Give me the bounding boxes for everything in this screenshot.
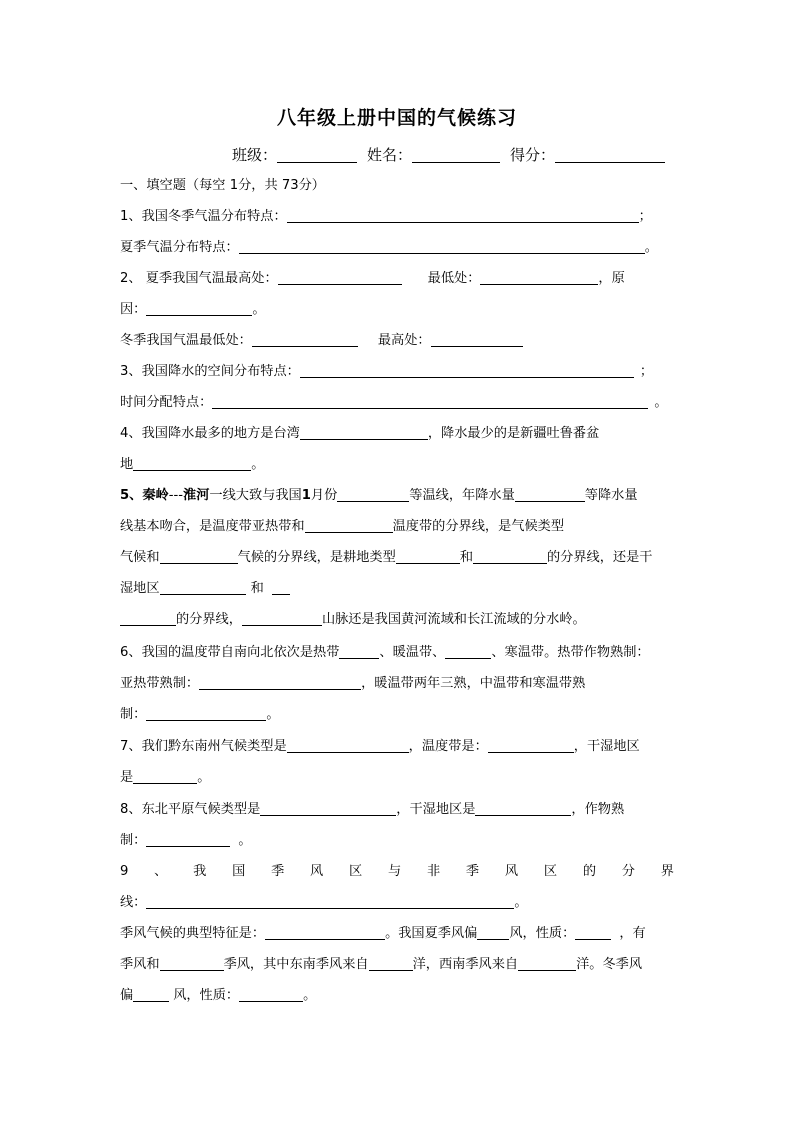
question-9-line-3: [120, 925, 646, 943]
answer-blank[interactable]: [337, 487, 409, 502]
q4-text: 4、我国降水最多的地方是台湾: [120, 426, 300, 441]
q5-text: 和: [459, 550, 473, 565]
question-1-line-2: [120, 239, 658, 257]
q9-text: 季风气候的典型特征是：: [120, 926, 266, 941]
q4-text: 地: [120, 457, 134, 472]
answer-blank[interactable]: [300, 363, 634, 378]
q6-text: 6、我国的温度带自南向北依次是热带: [120, 645, 340, 660]
q9-text: ，有: [619, 926, 646, 941]
question-6-line-2: [120, 675, 585, 693]
q9-char: 季: [271, 864, 285, 879]
answer-blank[interactable]: [239, 987, 303, 1002]
question-9-line-1: [120, 863, 674, 881]
q1-end: ；: [638, 209, 652, 224]
section-heading: 一、填空题（每空 1分，共 73分）: [120, 178, 325, 193]
question-5-line-2: [120, 518, 564, 536]
q5-jan: 1: [301, 488, 311, 503]
q2-text: 因：: [120, 302, 147, 317]
student-info-row: [232, 144, 665, 165]
q9-char: 国: [232, 864, 246, 879]
q7-text: 是: [120, 770, 134, 785]
answer-blank[interactable]: [278, 270, 402, 285]
q3-text: 3、我国降水的空间分布特点：: [120, 364, 300, 379]
answer-blank[interactable]: [252, 332, 358, 347]
answer-blank[interactable]: [339, 644, 379, 659]
q9-end: 。: [514, 895, 528, 910]
class-label: 班级：: [232, 146, 278, 164]
q8-text: ，作物熟: [571, 802, 625, 817]
q9-text: 风，性质：: [173, 988, 240, 1003]
q5-number: 5、: [120, 488, 143, 503]
answer-blank[interactable]: [120, 611, 176, 626]
question-6-line-3: [120, 706, 280, 724]
q7-text: 7、我们黔东南州气候类型是: [120, 739, 287, 754]
q2-text: ，原: [598, 271, 625, 286]
answer-blank[interactable]: [473, 549, 547, 564]
answer-blank[interactable]: [287, 738, 409, 753]
q5-text: 气候和: [120, 550, 160, 565]
q2-text: 最高处：: [377, 333, 431, 348]
q9-char: 风: [504, 864, 519, 879]
answer-blank[interactable]: [518, 956, 576, 971]
question-6-line-1: [120, 644, 650, 662]
answer-blank[interactable]: [133, 769, 197, 784]
q6-text: 、寒温带。热带作物熟制：: [491, 645, 650, 660]
q1-text: 夏季气温分布特点：: [120, 240, 239, 255]
q9-char: 与: [387, 864, 402, 879]
q9-char: 分: [621, 864, 635, 879]
page-title: 八年级上册中国的气候练习: [276, 107, 517, 129]
name-field[interactable]: [412, 147, 500, 163]
answer-blank[interactable]: [475, 801, 571, 816]
answer-blank[interactable]: [431, 332, 523, 347]
q3-end: 。: [654, 395, 668, 410]
q5-text: 山脉还是我国黄河流域和长江流域的分水岭。: [321, 612, 586, 627]
question-5-line-3: [120, 549, 653, 567]
answer-blank[interactable]: [488, 738, 574, 753]
q9-text: 线：: [120, 895, 147, 910]
q9-char: 、: [154, 864, 168, 879]
q5-text: 的分界线，还是干: [547, 550, 653, 565]
q5-text: 的分界线，: [176, 612, 242, 627]
q6-text: 亚热带熟制：: [120, 676, 200, 691]
q6-text: 制：: [120, 707, 147, 722]
q9-end: 。: [303, 988, 317, 1003]
q8-text: 制：: [120, 833, 147, 848]
q9-text: 洋。冬季风: [576, 957, 643, 972]
q1-end: 。: [644, 240, 658, 255]
question-7-line-2: [120, 769, 210, 787]
answer-blank[interactable]: [212, 394, 648, 409]
q4-text: ，降水最少的是新疆吐鲁番盆: [427, 426, 600, 441]
answer-blank[interactable]: [287, 208, 639, 223]
q8-end: 。: [238, 833, 252, 848]
question-9-line-2: [120, 894, 528, 912]
question-2-line-2: [120, 301, 266, 319]
q8-text: ，干湿地区是: [396, 802, 476, 817]
answer-blank[interactable]: [133, 987, 169, 1002]
q2-text: 冬季我国气温最低处：: [120, 333, 252, 348]
q9-text: 偏: [120, 988, 134, 1003]
question-8-line-1: [120, 801, 624, 819]
question-1-line-1: [120, 208, 652, 226]
answer-blank[interactable]: [133, 456, 251, 471]
answer-blank[interactable]: [445, 644, 491, 659]
q4-end: 。: [251, 457, 265, 472]
q7-text: ，温度带是：: [408, 739, 488, 754]
q9-char: 界: [660, 864, 674, 879]
q9-char: 区: [349, 864, 363, 879]
answer-blank[interactable]: [477, 925, 509, 940]
answer-blank[interactable]: [199, 675, 361, 690]
q9-text: 。我国夏季风偏: [385, 926, 478, 941]
answer-blank[interactable]: [160, 580, 246, 595]
class-field[interactable]: [277, 147, 357, 163]
q9-text: 洋，西南季风来自: [412, 957, 519, 972]
question-4-line-2: [120, 456, 264, 474]
answer-blank[interactable]: [146, 301, 252, 316]
answer-blank[interactable]: [515, 487, 585, 502]
q9-text: 季风和: [120, 957, 160, 972]
score-field[interactable]: [555, 147, 665, 163]
q5-text: 月份: [310, 488, 338, 503]
answer-blank[interactable]: [146, 706, 266, 721]
q9-char: 区: [543, 864, 558, 879]
answer-blank[interactable]: [396, 549, 460, 564]
q5-text: 线基本吻合，是温度带亚热带和: [120, 519, 305, 534]
q8-text: 8、东北平原气候类型是: [120, 802, 261, 817]
answer-blank[interactable]: [239, 239, 645, 254]
q5-text: 等温线，年降水量: [409, 488, 515, 503]
q9-char: 9: [120, 864, 129, 879]
q9-char: 非: [426, 864, 441, 879]
q5-huaihe: 淮河: [183, 488, 210, 503]
answer-blank[interactable]: [146, 894, 514, 909]
answer-blank[interactable]: [160, 956, 224, 971]
answer-blank[interactable]: [242, 611, 322, 626]
answer-blank[interactable]: [300, 425, 428, 440]
answer-blank[interactable]: [160, 549, 238, 564]
question-2-line-3: [120, 332, 523, 350]
question-5-line-5: [120, 611, 586, 629]
answer-blank[interactable]: [265, 925, 385, 940]
q9-char: 季: [465, 864, 480, 879]
q9-char: 的: [582, 864, 597, 879]
q3-end: ；: [639, 364, 654, 379]
q9-text: 季风，其中东南季风来自: [223, 957, 369, 972]
answer-blank[interactable]: [272, 580, 290, 595]
question-3-line-2: [120, 394, 668, 412]
q6-text: ，暖温带两年三熟，中温带和寒温带熟: [361, 676, 586, 691]
question-9-line-5: [120, 987, 316, 1005]
q2-text: 最低处：: [427, 271, 481, 286]
q9-text: 风，性质：: [509, 926, 576, 941]
question-9-line-4: [120, 956, 642, 974]
q5-text: 等降水量: [584, 488, 638, 503]
q5-text: 温度带的分界线，是气候类型: [392, 519, 565, 534]
answer-blank[interactable]: [305, 518, 393, 533]
answer-blank[interactable]: [146, 832, 230, 847]
answer-blank[interactable]: [260, 801, 396, 816]
q7-text: ，干湿地区: [573, 739, 640, 754]
q2-text: 2、 夏季我国气温最高处：: [120, 271, 278, 286]
q5-text: 气候的分界线，是耕地类型: [237, 550, 396, 565]
question-4-line-1: [120, 425, 599, 443]
question-5-line-1: [120, 487, 638, 505]
q5-text: 和: [250, 581, 264, 596]
answer-blank[interactable]: [369, 956, 413, 971]
name-label: 姓名：: [367, 146, 413, 164]
q6-text: 、暖温带、: [379, 645, 446, 660]
score-label: 得分：: [510, 146, 556, 164]
question-7-line-1: [120, 738, 640, 756]
question-3-line-1: [120, 363, 653, 381]
answer-blank[interactable]: [480, 270, 598, 285]
q9-char: 我: [193, 864, 207, 879]
q9-char: 风: [310, 864, 324, 879]
q1-text: 1、我国冬季气温分布特点：: [120, 209, 287, 224]
q7-end: 。: [197, 770, 211, 785]
q5-text: 湿地区: [120, 581, 160, 596]
question-8-line-2: [120, 832, 252, 850]
q5-text: 一线大致与我国: [209, 488, 302, 503]
q3-text: 时间分配特点：: [120, 395, 213, 410]
q2-end: 。: [252, 302, 266, 317]
question-2-line-1: [120, 270, 625, 288]
q5-dash: ---: [168, 488, 184, 503]
question-5-line-4: [120, 580, 290, 598]
answer-blank[interactable]: [575, 925, 611, 940]
q6-end: 。: [266, 707, 280, 722]
q5-qinling: 秦岭: [142, 488, 169, 503]
